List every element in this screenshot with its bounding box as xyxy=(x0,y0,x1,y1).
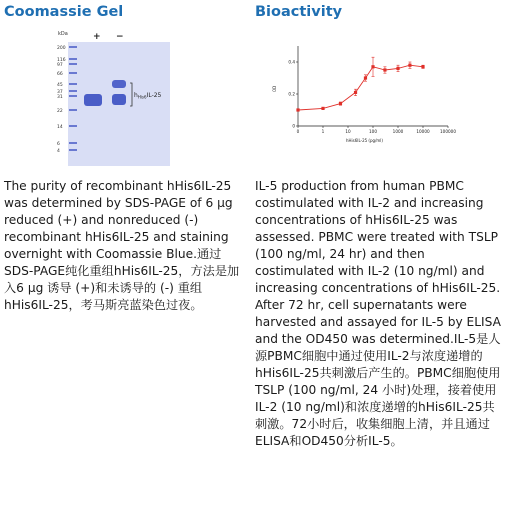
gel-marker-band xyxy=(69,83,77,85)
gel-marker-band xyxy=(69,72,77,74)
gel-image xyxy=(46,28,196,166)
gel-band-reduced xyxy=(84,94,102,106)
gel-marker-label: 116 xyxy=(57,58,66,63)
chart-x-tick-label: 10 xyxy=(345,129,351,134)
gel-marker-band xyxy=(69,63,77,65)
chart-x-tick-label: 100000 xyxy=(440,129,456,134)
gel-marker-label: 14 xyxy=(57,125,63,130)
gel-marker-band xyxy=(69,95,77,97)
chart-point xyxy=(339,102,342,105)
chart-x-tick-label: 1000 xyxy=(392,129,404,134)
gel-marker-label: 22 xyxy=(57,109,63,114)
gel-marker-label: 6 xyxy=(57,142,60,147)
chart-point xyxy=(421,65,424,68)
gel-band-nonreduced-upper xyxy=(112,80,126,88)
gel-marker-label: 45 xyxy=(57,83,63,88)
gel-marker-band xyxy=(69,149,77,151)
gel-svg xyxy=(46,28,196,166)
chart-svg xyxy=(268,30,468,160)
chart-point xyxy=(396,67,399,70)
gel-marker-band xyxy=(69,90,77,92)
chart-point xyxy=(371,65,374,68)
gel-marker-band xyxy=(69,58,77,60)
chart-y-tick-label: 0 xyxy=(292,123,295,129)
gel-marker-label: 66 xyxy=(57,72,63,77)
coomassie-gel-heading: Coomassie Gel xyxy=(4,4,124,20)
gel-lane-minus-label: − xyxy=(116,32,124,42)
chart-y-tick-label: 0.4 xyxy=(288,59,295,65)
gel-marker-label: 31 xyxy=(57,95,63,100)
gel-band-nonreduced-lower xyxy=(112,94,126,105)
chart-y-tick-label: 0.2 xyxy=(288,91,295,97)
chart-point xyxy=(364,76,367,79)
gel-band-label: $h_{His6}IL-25$ xyxy=(134,92,162,100)
bioactivity-description: IL-5 production from human PBMC costimulated with IL-2 and increasing concentrations of hHis6IL-25 was assessed. PBMC were treated with TSLP (100 ng/ml, 24 hr) and then costimulated with IL-2 (10 ng/ml) and increasing concentrations of hHis6IL-25. After 72 hr, cell supernatants were harvested and assayed for IL-5 by ELISA and the OD450 was determined.IL-5是人源PBMC细胞中通过使用IL-2与浓度递增的hHis6IL-25共刺激后产生的。PBMC细胞使用TSLP (100 ng/ml, 24 小时)处理，接着使用IL-2 (10 ng/ml)和浓度递增的hHis6IL-25共刺激。72小时后，收集细胞上清，并且通过ELISA和OD450分析IL-5。 xyxy=(255,179,501,448)
gel-marker-label: 97 xyxy=(57,63,63,68)
chart-x-tick-label: 0 xyxy=(296,129,300,134)
gel-marker-label: 4 xyxy=(57,149,60,154)
bioactivity-heading: Bioactivity xyxy=(255,4,343,20)
chart-point xyxy=(296,108,299,111)
chart-x-tick-label: 10000 xyxy=(416,129,430,134)
chart-point xyxy=(408,64,411,67)
gel-marker-band xyxy=(69,46,77,48)
gel-marker-band xyxy=(69,109,77,111)
gel-marker-label: 200 xyxy=(57,46,66,51)
gel-marker-band xyxy=(69,125,77,127)
chart-x-axis-label: hHis6IL-25 (pg/ml) xyxy=(346,138,383,143)
gel-description: The purity of recombinant hHis6IL-25 was determined by SDS-PAGE of 6 µg reduced (+) and nonreduced (-) recombinant hHis6IL-25 and staining overnight with Coomassie Blue.通过SDS-PAGE纯化重组hHis6IL-25，方法是加入6 µg 诱导 (+)和未诱导的 (-) 重组hHis6IL-25，考马斯亮蓝染色过夜。 xyxy=(4,179,240,312)
gel-marker-band xyxy=(69,142,77,144)
gel-kda-label: kDa xyxy=(58,31,68,37)
gel-marker-label: 37 xyxy=(57,90,63,95)
chart-y-axis-label: OD xyxy=(272,85,277,92)
chart-point xyxy=(321,107,324,110)
chart-point xyxy=(383,68,386,71)
bioactivity-chart xyxy=(268,30,468,160)
chart-point xyxy=(354,91,357,94)
gel-lane-plus-label: + xyxy=(93,32,101,42)
chart-x-tick-label: 1 xyxy=(321,129,325,134)
chart-fit-curve xyxy=(298,65,423,110)
chart-x-tick-label: 100 xyxy=(369,129,377,134)
